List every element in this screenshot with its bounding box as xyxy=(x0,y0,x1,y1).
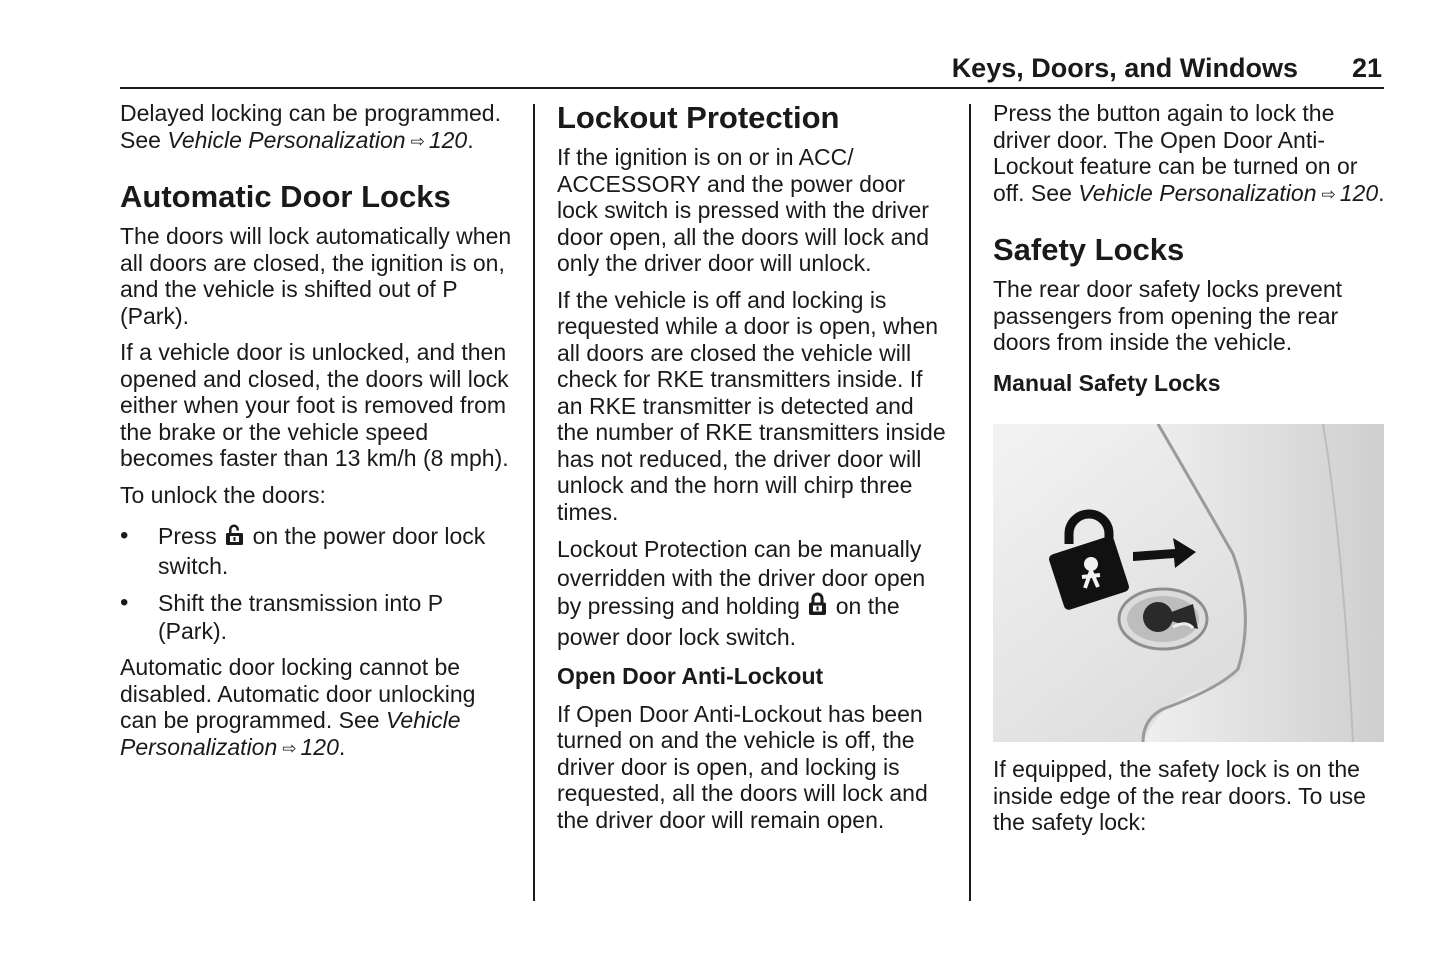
bullet: • xyxy=(120,589,129,616)
column-divider-2 xyxy=(969,104,971,901)
lockout-paragraph-3: Lockout Protection can be manually overridden with the driver door open by pressing and holding on the power door lock switch. xyxy=(557,536,926,650)
column-right xyxy=(993,100,1388,846)
auto-lock-paragraph-4: Automatic door locking cannot be disabled. Automatic door unlocking can be programmed. See Vehicle Personalization ⇨ 120. xyxy=(120,654,515,762)
lockout-protection-heading: Lockout Protection xyxy=(557,100,840,135)
open-door-anti-lockout-heading: Open Door Anti-Lockout xyxy=(557,663,824,689)
safety-locks-paragraph: The rear door safety locks prevent passengers from opening the rear doors from inside the vehicle. xyxy=(993,276,1342,355)
safety-lock-location-paragraph: If equipped, the safety lock is on the inside edge of the rear doors. To use the safety lock: xyxy=(993,756,1366,835)
cross-reference-arrow-icon: ⇨ xyxy=(282,738,297,758)
safety-locks-heading: Safety Locks xyxy=(993,232,1185,267)
safety-lock-photo xyxy=(993,424,1388,742)
column-divider-1 xyxy=(533,104,535,901)
auto-lock-paragraph-2: If a vehicle door is unlocked, and then opened and closed, the doors will lock either when your foot is removed from the brake or the vehicle speed becomes faster than 13 km/h (8 mph). xyxy=(120,339,509,471)
delayed-locking-paragraph: Delayed locking can be programmed. See Vehicle Personalization ⇨ 120. xyxy=(120,100,515,155)
auto-lock-paragraph-1: The doors will lock automatically when all doors are closed, the ignition is on, and the vehicle is shifted out of P (Park). xyxy=(120,223,512,329)
unlock-icon xyxy=(225,524,244,552)
cross-reference-page[interactable]: 120 xyxy=(1339,179,1379,206)
lockout-paragraph-1: If the ignition is on or in ACC/ ACCESSORY and the power door lock switch is pressed with the driver door open, all the doors will lock and only the driver door will unlock. xyxy=(557,144,930,276)
anti-lockout-continued-paragraph: Press the button again to lock the driver door. The Open Door Anti-Lockout feature can be turned on or off. See Vehicle Personalization ⇨ 120. xyxy=(993,100,1388,208)
page-header xyxy=(120,50,1384,89)
section-title: Keys, Doors, and Windows xyxy=(951,53,1298,83)
unlock-intro: To unlock the doors: xyxy=(120,481,326,508)
cross-reference-page[interactable]: 120 xyxy=(428,126,468,153)
automatic-door-locks-heading: Automatic Door Locks xyxy=(120,179,451,214)
manual-safety-locks-heading: Manual Safety Locks xyxy=(993,369,1221,396)
unlock-steps-list xyxy=(120,522,515,645)
cross-reference-link[interactable]: Vehicle Personalization xyxy=(120,707,461,760)
child-safety-lock-icon xyxy=(993,424,1384,742)
column-left xyxy=(120,100,515,772)
list-item: • Shift the transmission into P (Park). xyxy=(120,589,443,644)
cross-reference-page[interactable]: 120 xyxy=(300,733,339,760)
bullet: • xyxy=(120,522,129,549)
cross-reference-link[interactable]: Vehicle Personalization xyxy=(167,126,406,153)
anti-lockout-paragraph: If Open Door Anti-Lockout has been turned on and the vehicle is off, the driver door is open, and locking is requested, all the doors will lock and the driver door will remain open. xyxy=(557,700,928,833)
cross-reference-arrow-icon: ⇨ xyxy=(410,131,425,151)
cross-reference-arrow-icon: ⇨ xyxy=(1321,184,1336,204)
lockout-paragraph-2: If the vehicle is off and locking is requested while a door is open, when all doors are closed the vehicle will check for RKE transmitters inside. If an RKE transmitter is detected and the number of RKE transmitters inside has not reduced, the driver door will unlock and the horn will chirp three times. xyxy=(557,286,946,525)
cross-reference-link[interactable]: Vehicle Personalization xyxy=(1078,179,1317,206)
list-item: • Press on the power door lock switch. xyxy=(120,522,486,579)
lock-icon xyxy=(808,592,827,623)
page-number: 21 xyxy=(1351,53,1382,83)
column-middle xyxy=(557,100,952,843)
